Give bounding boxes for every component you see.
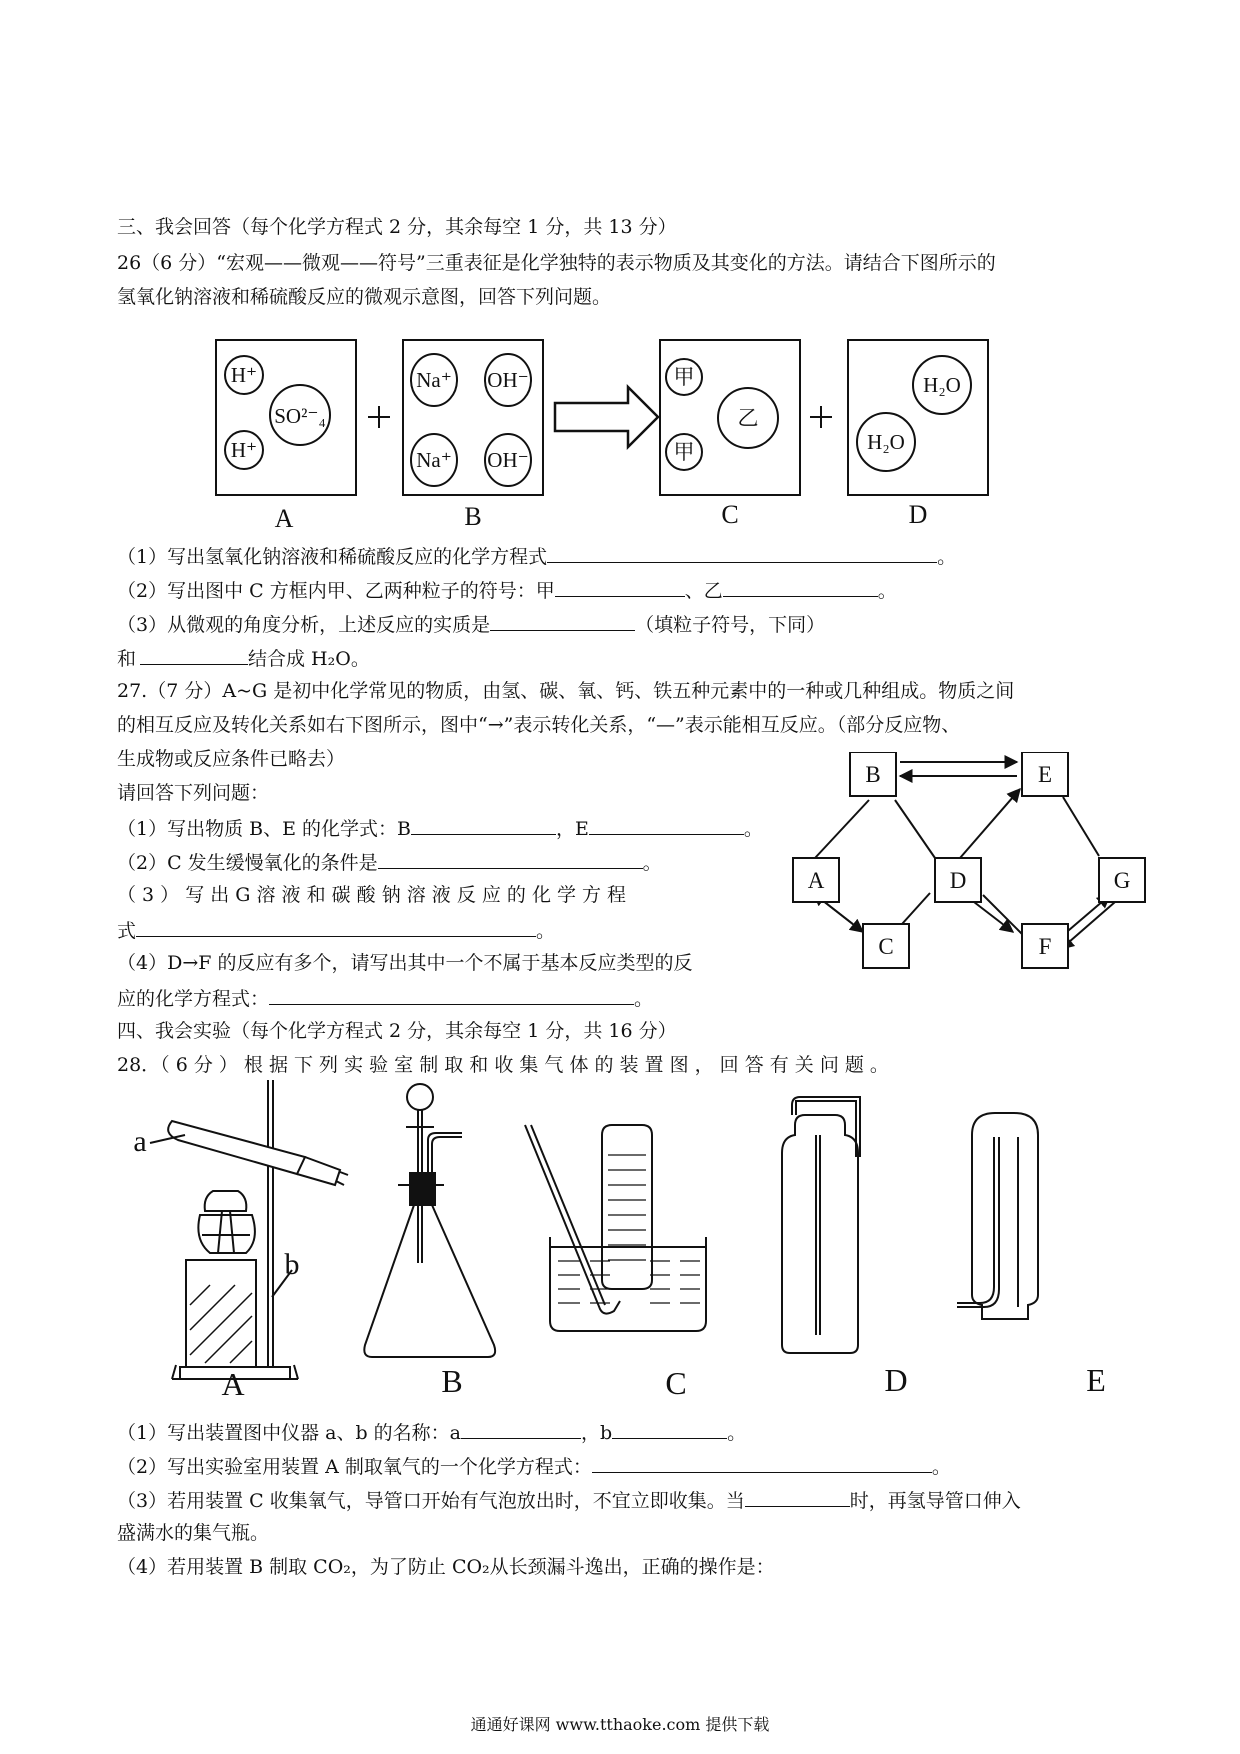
- apparatus-b: [364, 1084, 495, 1357]
- q26-intro-line2: 氢氧化钠溶液和稀硫酸反应的微观示意图，回答下列问题。: [117, 286, 612, 308]
- q26-sub2-mid: 、乙: [684, 580, 723, 602]
- apparatus-e: [957, 1113, 1038, 1319]
- particle-oh-1: OH⁻: [487, 368, 529, 392]
- section-3-title: 三、我会回答（每个化学方程式 2 分，其余每空 1 分，共 13 分）: [117, 216, 677, 238]
- q28-intro: 28．（ 6 分 ） 根 据 下 列 实 验 室 制 取 和 收 集 气 体 的 装 置 图 ， 回 答 有 关 问 题 。: [117, 1054, 889, 1076]
- q26-sub2-text: （2）写出图中 C 方框内甲、乙两种粒子的符号：甲: [117, 580, 555, 602]
- q26-reaction-diagram: [200, 335, 1000, 535]
- particle-h-2: H⁺: [230, 438, 258, 462]
- q27-sub2-text: （2）C 发生缓慢氧化的条件是: [117, 852, 378, 874]
- link-b-d: [895, 800, 935, 858]
- q28-sub2-text: （2）写出实验室用装置 A 制取氧气的一个化学方程式：: [117, 1456, 592, 1478]
- particle-na-1: Na⁺: [416, 368, 452, 392]
- q27-prompt: 请回答下列问题：: [117, 782, 270, 804]
- q27-sub3-line2-text: 式: [117, 920, 137, 942]
- apparatus-e-label: E: [1086, 1362, 1106, 1398]
- q26-sub2-yi-blank[interactable]: [723, 578, 878, 597]
- q28-sub1: [117, 1420, 746, 1444]
- node-e-label: E: [1037, 762, 1053, 787]
- q27-sub1: [117, 816, 763, 840]
- arrow-g-f: [1061, 902, 1115, 949]
- q27-sub3-line1: （ 3 ） 写 出 G 溶 液 和 碳 酸 钠 溶 液 反 应 的 化 学 方 程: [117, 884, 627, 906]
- q28-sub2-end: 。: [931, 1456, 951, 1478]
- q27-sub3-end: 。: [536, 920, 556, 942]
- q27-sub4-blank[interactable]: [269, 986, 634, 1005]
- q26-sub3-line2-pre: 和: [117, 648, 137, 670]
- node-c-label: C: [878, 934, 894, 959]
- particle-h2o-1: H₂O: [923, 373, 961, 397]
- q26-sub1-text: （1）写出氢氧化钠溶液和稀硫酸反应的化学方程式: [117, 546, 548, 568]
- particle-oh-2: OH⁻: [487, 448, 529, 472]
- arrow-d-e: [960, 789, 1020, 858]
- q27-sub4-line2: [117, 986, 653, 1010]
- q26-sub1-answer-blank[interactable]: [547, 544, 937, 563]
- q28-sub1-text: （1）写出装置图中仪器 a、b 的名称：a: [117, 1422, 461, 1444]
- reaction-arrow: [555, 387, 658, 447]
- q27-sub2-end: 。: [642, 852, 662, 874]
- q27-sub4-line2-text: 应的化学方程式：: [117, 988, 270, 1010]
- node-f-label: F: [1038, 934, 1052, 959]
- q27-sub1-mid: ，E: [555, 818, 589, 840]
- plus-sign-2: [810, 406, 832, 428]
- q28-sub3-text: （3）若用装置 C 收集氧气，导管口开始有气泡放出时，不宜立即收集。当: [117, 1490, 745, 1512]
- particle-so4: SO²⁻₄: [274, 404, 326, 428]
- q28-sub2: [117, 1454, 951, 1478]
- q27-sub4-line1: （4）D→F 的反应有多个，请写出其中一个不属于基本反应类型的反: [117, 952, 693, 974]
- q28-sub1-mid: ，b: [581, 1422, 613, 1444]
- q27-intro-line3: 生成物或反应条件已略去）: [117, 748, 346, 770]
- box-c: [660, 340, 800, 495]
- q28-sub2-blank[interactable]: [592, 1454, 932, 1473]
- particle-jia-2: 甲: [673, 440, 695, 464]
- q26-sub3: [117, 612, 825, 636]
- q26-sub3-text: （3）从微观的角度分析，上述反应的实质是: [117, 614, 491, 636]
- q26-sub1-end: 。: [937, 546, 957, 568]
- q27-sub2: [117, 850, 662, 874]
- apparatus-a-label: A: [221, 1366, 245, 1402]
- part-b-label: b: [284, 1248, 300, 1281]
- q26-sub1: [117, 544, 956, 568]
- node-a-label: A: [807, 868, 825, 893]
- node-g-label: G: [1113, 868, 1131, 893]
- q27-sub1-b-blank[interactable]: [411, 816, 556, 835]
- q27-sub2-blank[interactable]: [378, 850, 643, 869]
- apparatus-c-label: C: [665, 1365, 687, 1401]
- q28-sub3-line1-end: 时，再氢导管口伸入: [849, 1490, 1021, 1512]
- link-e-g: [1063, 797, 1099, 856]
- box-a-label: A: [274, 504, 294, 533]
- q26-sub3-blank-2[interactable]: [140, 646, 248, 665]
- q26-sub2: [117, 578, 897, 602]
- q27-relation-diagram: [785, 752, 1185, 972]
- q28-sub1-end: 。: [727, 1422, 747, 1444]
- q26-sub3-line2-post: 结合成 H₂O。: [248, 648, 370, 670]
- particle-na-2: Na⁺: [416, 448, 452, 472]
- q27-sub3-line2: [117, 918, 555, 942]
- box-c-label: C: [721, 500, 739, 529]
- q28-sub3-line1: [117, 1488, 1021, 1512]
- q27-sub1-e-blank[interactable]: [589, 816, 744, 835]
- apparatus-d-label: D: [884, 1362, 908, 1398]
- q27-intro-line1: 27.（7 分）A~G 是初中化学常见的物质，由氢、碳、氧、钙、铁五种元素中的一种或几种组成。物质之间: [117, 680, 1015, 702]
- page-footer: 通通好课网 www.tthaoke.com 提供下载: [470, 1715, 770, 1734]
- q28-sub3-blank[interactable]: [745, 1488, 850, 1507]
- particle-jia-1: 甲: [673, 365, 695, 389]
- q28-apparatus-diagram: [110, 1075, 1170, 1415]
- apparatus-d: [782, 1097, 860, 1353]
- q27-intro-line2: 的相互反应及转化关系如右下图所示，图中“→”表示转化关系，“—”表示能相互反应。（部分反应物、: [117, 714, 961, 736]
- node-b-label: B: [865, 762, 881, 787]
- q26-sub3-line2: [117, 646, 370, 670]
- particle-h-1: H⁺: [230, 363, 258, 387]
- box-d-label: D: [908, 500, 928, 529]
- q28-sub1-a-blank[interactable]: [461, 1420, 581, 1439]
- q26-sub2-end: 。: [877, 580, 897, 602]
- q28-sub1-b-blank[interactable]: [612, 1420, 727, 1439]
- q28-sub3-line2: 盛满水的集气瓶。: [117, 1522, 270, 1544]
- q26-sub2-jia-blank[interactable]: [555, 578, 685, 597]
- particle-yi: 乙: [737, 406, 759, 430]
- q26-sub3-end: （填粒子符号，下同）: [635, 614, 826, 636]
- q26-intro-line1: 26（6 分）“宏观——微观——符号”三重表征是化学独特的表示物质及其变化的方法。请结合下图所示的: [117, 252, 996, 274]
- part-a-label: a: [133, 1125, 147, 1158]
- q28-sub4: （4）若用装置 B 制取 CO₂，为了防止 CO₂从长颈漏斗逸出，正确的操作是：: [117, 1556, 775, 1578]
- particle-h2o-2: H₂O: [867, 430, 905, 454]
- q27-sub4-end: 。: [634, 988, 654, 1010]
- apparatus-c: [525, 1125, 706, 1331]
- apparatus-b-label: B: [441, 1363, 463, 1399]
- box-b-label: B: [464, 502, 482, 531]
- q27-sub3-blank[interactable]: [136, 918, 536, 937]
- plus-sign-1: [368, 406, 390, 428]
- q27-sub1-text: （1）写出物质 B、E 的化学式：B: [117, 818, 411, 840]
- section-4-title: 四、我会实验（每个化学方程式 2 分，其余每空 1 分，共 16 分）: [117, 1020, 677, 1042]
- q26-sub3-blank-1[interactable]: [490, 612, 635, 631]
- q27-sub1-end: 。: [743, 818, 763, 840]
- node-d-label: D: [949, 868, 967, 893]
- link-b-a: [815, 800, 869, 858]
- apparatus-a: [150, 1080, 348, 1379]
